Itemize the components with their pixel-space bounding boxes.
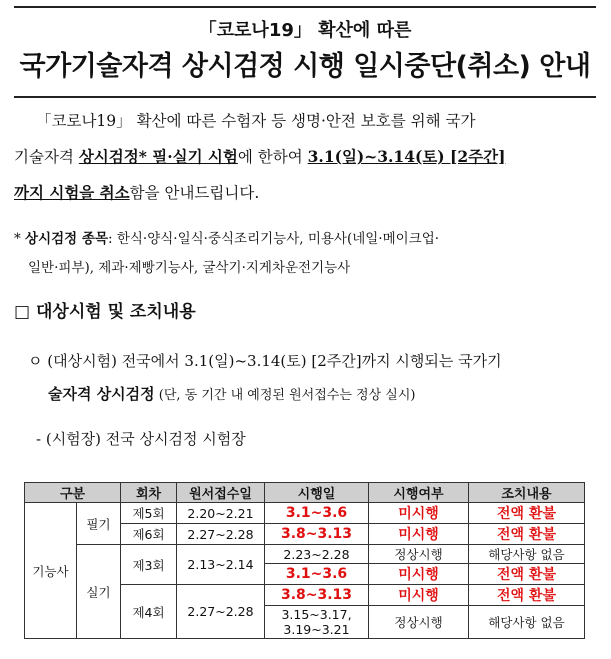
intro-paragraph bbox=[14, 106, 604, 208]
cell-practical: 실기 bbox=[77, 545, 121, 639]
note-label: 상시검정 종목 bbox=[25, 231, 108, 247]
target-line-2: 술자격 상시검정 (단, 동 기간 내 예정된 원서접수는 정상 실시) bbox=[48, 385, 416, 403]
header-action: 조치내용 bbox=[469, 483, 585, 503]
table-row: 제6회 2.27~2.28 3.8~3.13 미시행 전액 환불 bbox=[25, 524, 585, 545]
header-status: 시행여부 bbox=[369, 483, 469, 503]
intro-line-2: 기술자격 상시검정* 필·실기 시험에 한하여 3.1(일)~3.14(토) [2주간] bbox=[14, 147, 506, 166]
target-item bbox=[28, 345, 598, 412]
header-date: 시행일 bbox=[265, 483, 369, 503]
note-line-2: 일반·피부), 제과·제빵기능사, 굴삭기·지게차운전기능사 bbox=[28, 260, 351, 276]
header-round: 회차 bbox=[121, 483, 177, 503]
cell-category: 기능사 bbox=[25, 503, 77, 639]
cell-written: 필기 bbox=[77, 503, 121, 545]
intro-line-1: 「코로나19」 확산에 따른 수험자 등 생명·안전 보호를 위해 국가 bbox=[36, 112, 476, 130]
intro-emphasis-cancel: 까지 시험을 취소 bbox=[14, 183, 130, 202]
table-row: 실기 제3회 2.13~2.14 2.23~2.28 정상시행 해당사항 없음 bbox=[25, 545, 585, 564]
table-header-row bbox=[25, 483, 585, 503]
target-line-1: ㅇ (대상시험) 전국에서 3.1(일)~3.14(토) [2주간]까지 시행되는 국가기 bbox=[28, 352, 502, 370]
header-category: 구분 bbox=[25, 483, 121, 503]
table-row: 3.1~3.6 미시행 전액 환불 bbox=[25, 564, 585, 585]
notice-title: 국가기술자격 상시검정 시행 일시중단(취소) 안내 bbox=[19, 51, 591, 82]
section-title: □ 대상시험 및 조치내용 bbox=[14, 302, 196, 322]
venue-item: - (시험장) 전국 상시검정 시험장 bbox=[36, 430, 246, 448]
intro-emphasis-exam: 상시검정* 필·실기 시험 bbox=[78, 147, 238, 166]
notice-subtitle: 「코로나19」 확산에 따른 bbox=[198, 20, 412, 41]
subject-note: * 상시검정 종목: 한식·양식·일식·중식조리기능사, 미용사(네일·메이크업· 일반·피부), 제과·제빵기능사, 굴삭기·지게차운전기능사 bbox=[14, 225, 604, 283]
table-row: 기능사 필기 제5회 2.20~2.21 3.1~3.6 미시행 전액 환불 bbox=[25, 503, 585, 524]
table-row: 제4회 2.27~2.28 3.8~3.13 미시행 전액 환불 bbox=[25, 585, 585, 606]
notice-header bbox=[14, 6, 596, 98]
header-apply: 원서접수일 bbox=[177, 483, 265, 503]
note-line-1: : 한식·양식·일식·중식조리기능사, 미용사(네일·메이크업· bbox=[108, 231, 440, 247]
table-row: 3.15~3.17, 3.19~3.21 정상시행 해당사항 없음 bbox=[25, 606, 585, 639]
intro-line-3: 까지 시험을 취소함을 안내드립니다. bbox=[14, 183, 260, 202]
intro-emphasis-period: 3.1(일)~3.14(토) [2주간] bbox=[307, 147, 506, 166]
schedule-table bbox=[24, 482, 585, 639]
